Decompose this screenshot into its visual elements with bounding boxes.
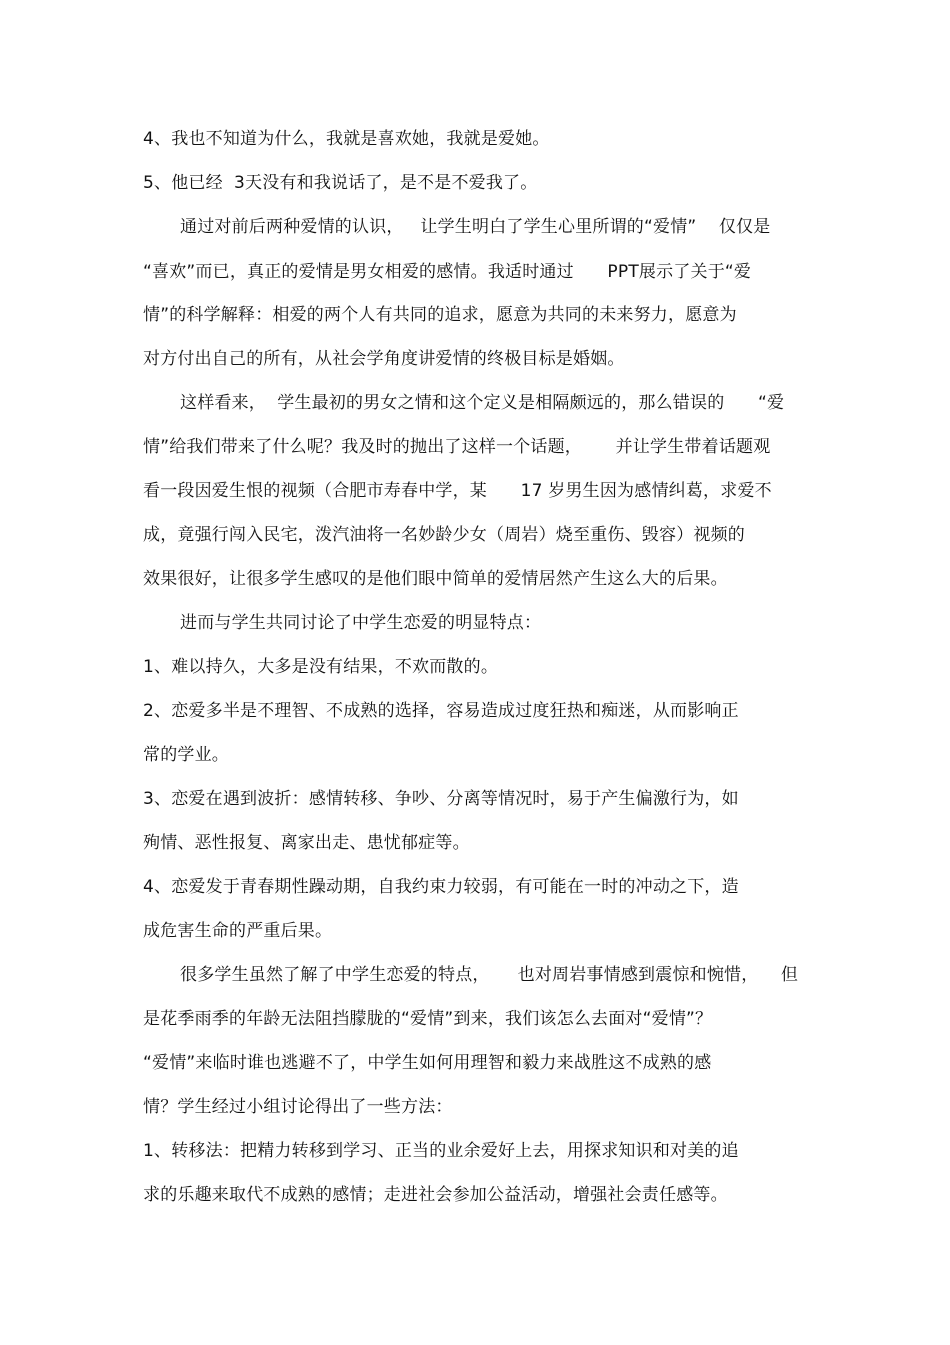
paragraph-first-line: 通过对前后两种爱情的认识， 让学生明白了学生心里所谓的“爱情” 仅仅是 (180, 217, 771, 237)
list-item: 2、恋爱多半是不理智、不成熟的选择，容易造成过度狂热和痴迷，从而影响正 (143, 701, 739, 721)
text-line: 4、我也不知道为什么，我就是喜欢她，我就是爱她。 (143, 129, 550, 149)
text-line: 成，竟强行闯入民宅，泼汽油将一名妙龄少女（周岩）烧至重伤、毁容）视频的 (143, 525, 745, 545)
text-line: 情”的科学解释：相爱的两个人有共同的追求，愿意为共同的未来努力，愿意为 (143, 305, 737, 325)
text-line: 情”给我们带来了什么呢？我及时的抛出了这样一个话题， 并让学生带着话题观 (143, 437, 771, 457)
text-line: 成危害生命的严重后果。 (143, 921, 333, 941)
paragraph-first-line: 进而与学生共同讨论了中学生恋爱的明显特点： (180, 613, 542, 633)
text-line: 是花季雨季的年龄无法阻挡朦胧的“爱情”到来，我们该怎么去面对“爱情”？ (143, 1009, 713, 1029)
text-line: “爱情”来临时谁也逃避不了，中学生如何用理智和毅力来战胜这不成熟的感 (143, 1053, 712, 1073)
text-line: 求的乐趣来取代不成熟的感情；走进社会参加公益活动，增强社会责任感等。 (143, 1185, 728, 1205)
text-line: 对方付出自己的所有，从社会学角度讲爱情的终极目标是婚姻。 (143, 349, 625, 369)
text-line: 看一段因爱生恨的视频（合肥市寿春中学，某 17 岁男生因为感情纠葛，求爱不 (143, 481, 772, 501)
text-line: 殉情、恶性报复、离家出走、患忧郁症等。 (143, 833, 470, 853)
text-line: 情？学生经过小组讨论得出了一些方法： (143, 1097, 453, 1117)
list-item: 3、恋爱在遇到波折：感情转移、争吵、分离等情况时，易于产生偏激行为，如 (143, 789, 739, 809)
paragraph-first-line: 这样看来， 学生最初的男女之情和这个定义是相隔颇远的，那么错误的 “爱 (180, 393, 785, 413)
text-line: “喜欢”而已，真正的爱情是男女相爱的感情。我适时通过 PPT展示了关于“爱 (143, 262, 752, 282)
text-line: 效果很好，让很多学生感叹的是他们眼中简单的爱情居然产生这么大的后果。 (143, 569, 728, 589)
list-item: 4、恋爱发于青春期性躁动期，自我约束力较弱，有可能在一时的冲动之下，造 (143, 877, 739, 897)
list-item: 1、转移法：把精力转移到学习、正当的业余爱好上去，用探求知识和对美的追 (143, 1141, 739, 1161)
paragraph-first-line: 很多学生虽然了解了中学生恋爱的特点， 也对周岩事情感到震惊和惋惜， 但 (180, 965, 799, 985)
list-item: 1、难以持久，大多是没有结果，不欢而散的。 (143, 657, 499, 677)
text-line: 5、他已经 3天没有和我说话了，是不是不爱我了。 (143, 173, 538, 193)
text-line: 常的学业。 (143, 745, 229, 765)
